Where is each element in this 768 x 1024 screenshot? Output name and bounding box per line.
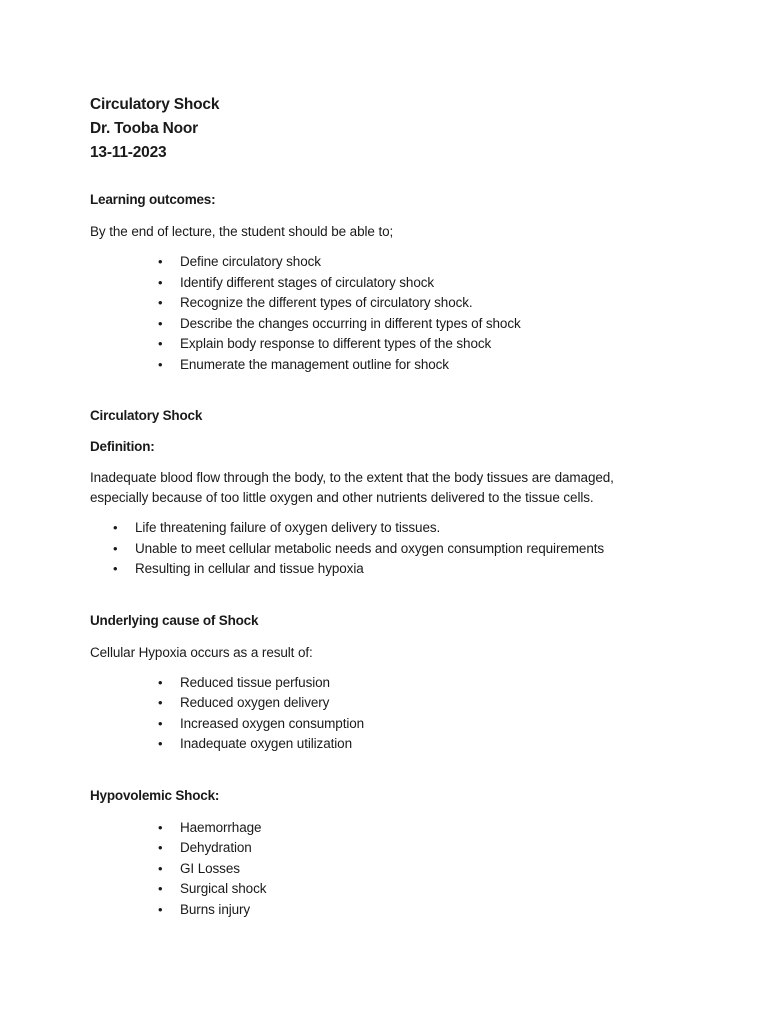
list-item bbox=[90, 734, 690, 755]
bullet-icon: • bbox=[158, 274, 163, 290]
bullet-icon: • bbox=[158, 715, 163, 731]
list-item-text: Describe the changes occurring in different types of shock bbox=[180, 315, 521, 331]
list-item bbox=[90, 539, 690, 560]
list-item bbox=[90, 355, 690, 376]
document-author: Dr. Tooba Noor bbox=[90, 120, 198, 137]
bullet-icon: • bbox=[113, 520, 118, 535]
list-item-text: Surgical shock bbox=[180, 881, 267, 896]
bullet-icon: • bbox=[158, 356, 163, 372]
list-item bbox=[90, 673, 690, 694]
learning-outcomes-heading: Learning outcomes: bbox=[90, 192, 216, 207]
list-item bbox=[90, 518, 690, 539]
document-header bbox=[90, 93, 690, 165]
list-item-text: Recognize the different types of circulatory shock. bbox=[180, 295, 473, 310]
list-item bbox=[90, 559, 690, 580]
list-item-text: Identify different stages of circulatory shock bbox=[180, 274, 435, 290]
list-item-text: Haemorrhage bbox=[180, 819, 262, 835]
bullet-icon: • bbox=[113, 540, 118, 556]
list-item-text: Dehydration bbox=[180, 840, 252, 855]
list-item-text: Reduced tissue perfusion bbox=[180, 674, 330, 690]
list-item bbox=[90, 714, 690, 735]
bullet-icon: • bbox=[158, 336, 163, 351]
bullet-icon: • bbox=[158, 881, 163, 896]
bullet-icon: • bbox=[113, 561, 118, 576]
circulatory-shock-heading: Circulatory Shock bbox=[90, 408, 203, 423]
list-item-text: Burns injury bbox=[180, 901, 251, 917]
document-date: 13-11-2023 bbox=[90, 144, 167, 161]
definition-list bbox=[90, 518, 690, 580]
list-item-text: Life threatening failure of oxygen delivery to tissues. bbox=[135, 520, 441, 535]
list-item-text: Explain body response to different types of the shock bbox=[180, 336, 492, 351]
learning-outcomes-list bbox=[90, 252, 690, 375]
list-item-text: Increased oxygen consumption bbox=[180, 715, 365, 731]
list-item-text: GI Losses bbox=[180, 860, 240, 876]
hypovolemic-shock-heading: Hypovolemic Shock: bbox=[90, 787, 220, 803]
underlying-cause-heading: Underlying cause of Shock bbox=[90, 612, 259, 628]
hypovolemic-shock-list bbox=[90, 818, 690, 921]
list-item-text: Unable to meet cellular metabolic needs and oxygen consumption requirements bbox=[135, 540, 605, 556]
list-item bbox=[90, 900, 690, 921]
bullet-icon: • bbox=[158, 695, 163, 710]
bullet-icon: • bbox=[158, 736, 163, 751]
underlying-cause-intro: Cellular Hypoxia occurs as a result of: bbox=[90, 644, 313, 660]
list-item bbox=[90, 314, 690, 335]
list-item bbox=[90, 859, 690, 880]
definition-text: Inadequate blood flow through the body, to the extent that the body tissues are damaged, especially because of too little oxygen and other nutrients delivered to the tissue cells. bbox=[90, 470, 614, 505]
list-item bbox=[90, 879, 690, 900]
list-item bbox=[90, 334, 690, 355]
learning-outcomes-intro: By the end of lecture, the student should be able to; bbox=[90, 224, 394, 239]
document-page bbox=[90, 93, 690, 920]
bullet-icon: • bbox=[158, 819, 163, 835]
list-item bbox=[90, 293, 690, 314]
list-item-text: Reduced oxygen delivery bbox=[180, 695, 330, 710]
underlying-cause-list bbox=[90, 673, 690, 755]
bullet-icon: • bbox=[158, 295, 163, 310]
document-title: Circulatory Shock bbox=[90, 96, 220, 113]
list-item bbox=[90, 252, 690, 273]
list-item-text: Define circulatory shock bbox=[180, 254, 321, 269]
list-item bbox=[90, 818, 690, 839]
bullet-icon: • bbox=[158, 860, 163, 876]
definition-heading: Definition: bbox=[90, 439, 155, 454]
bullet-icon: • bbox=[158, 901, 163, 917]
list-item-text: Inadequate oxygen utilization bbox=[180, 736, 352, 751]
bullet-icon: • bbox=[158, 840, 163, 855]
bullet-icon: • bbox=[158, 254, 163, 269]
bullet-icon: • bbox=[158, 674, 163, 690]
list-item-text: Resulting in cellular and tissue hypoxia bbox=[135, 561, 364, 576]
list-item bbox=[90, 273, 690, 294]
list-item bbox=[90, 838, 690, 859]
bullet-icon: • bbox=[158, 315, 163, 331]
list-item bbox=[90, 693, 690, 714]
list-item-text: Enumerate the management outline for shock bbox=[180, 356, 449, 372]
